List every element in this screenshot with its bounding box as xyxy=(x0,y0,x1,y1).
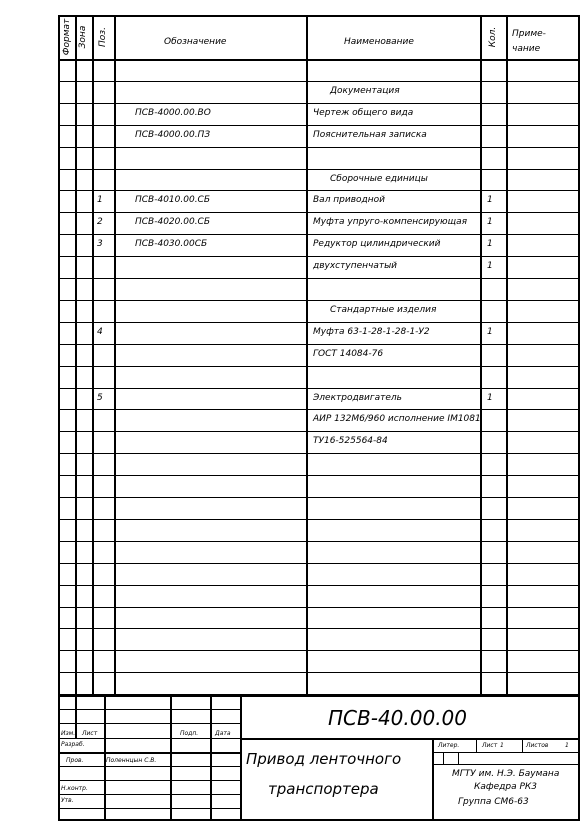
row-name: Вал приводной xyxy=(313,195,386,205)
header-name: Наименование xyxy=(344,37,414,47)
stamp-liter-line2 xyxy=(432,764,580,765)
stamp-nkontr-label: Н.контр. xyxy=(61,785,88,792)
stamp-col-podp xyxy=(210,695,212,821)
row-line xyxy=(58,519,580,520)
row-line xyxy=(58,628,580,629)
row-pos: 1 xyxy=(97,195,103,205)
row-name: двухступенчатый xyxy=(313,261,398,271)
header-pos: Поз. xyxy=(98,27,108,47)
row-line xyxy=(58,234,580,235)
stamp-data-label: Дата xyxy=(215,730,231,737)
row-pos: 2 xyxy=(97,217,103,227)
stamp-podp-label: Подп. xyxy=(180,730,199,737)
col-divider-qty xyxy=(506,15,508,695)
stamp-org-line1: МГТУ им. Н.Э. Баумана xyxy=(452,769,560,779)
row-line xyxy=(58,563,580,564)
row-name: Чертеж общего вида xyxy=(313,108,414,118)
header-format: Формат xyxy=(62,18,72,56)
stamp-col-izm xyxy=(75,695,77,738)
row-line xyxy=(58,366,580,367)
stamp-col-name xyxy=(170,695,172,821)
row-designation: ПСВ-4000.00.ВО xyxy=(135,108,211,118)
row-line xyxy=(58,125,580,126)
stamp-row-line xyxy=(58,794,240,795)
stamp-sheet-divider xyxy=(522,738,523,752)
row-name: Муфта упруго-компенсирующая xyxy=(313,217,467,227)
row-qty: 1 xyxy=(487,217,493,227)
row-line xyxy=(58,147,580,148)
row-line xyxy=(58,256,580,257)
header-note-line1: Приме- xyxy=(512,29,546,39)
row-line xyxy=(58,388,580,389)
row-line xyxy=(58,169,580,170)
row-name: Пояснительная записка xyxy=(313,130,427,140)
row-name: Муфта 63-1-28-1-28-1-У2 xyxy=(313,327,430,337)
stamp-row-line xyxy=(58,766,240,767)
stamp-divider-title xyxy=(432,738,434,821)
col-divider-name xyxy=(480,15,482,695)
stamp-izm-label: Изм. xyxy=(61,730,76,737)
row-line xyxy=(58,607,580,608)
stamp-sheets-label: Листов xyxy=(526,742,549,749)
row-name: Редуктор цилиндрический xyxy=(313,239,441,249)
row-designation: ПСВ-4020.00.СБ xyxy=(135,217,211,227)
col-divider-zone xyxy=(92,15,94,695)
row-designation: ПСВ-4000.00.ПЗ xyxy=(135,130,211,140)
row-name: АИР 132М6/960 исполнение IM1081 xyxy=(313,414,481,424)
row-line xyxy=(58,541,580,542)
row-pos: 4 xyxy=(97,327,103,337)
row-line xyxy=(58,278,580,279)
stamp-prov-name: Поленнцын С.В. xyxy=(106,757,157,764)
header-zone: Зона xyxy=(78,25,88,49)
row-pos: 5 xyxy=(97,393,103,403)
stamp-liter-cell1 xyxy=(443,752,444,764)
stamp-org-line3: Группа СМ6-63 xyxy=(458,797,529,807)
col-divider-designation xyxy=(306,15,308,695)
stamp-doc-number: ПСВ-40.00.00 xyxy=(328,706,468,730)
stamp-liter-label: Литер. xyxy=(438,742,460,749)
header-designation: Обозначение xyxy=(164,37,227,47)
col-divider-pos xyxy=(114,15,116,695)
stamp-top-line xyxy=(58,695,580,697)
stamp-divider-main xyxy=(240,695,242,821)
stamp-sheet-value: 1 xyxy=(500,742,504,749)
stamp-row-line xyxy=(58,808,240,809)
stamp-row-line xyxy=(58,780,240,781)
stamp-row-line xyxy=(58,738,240,739)
row-line xyxy=(58,497,580,498)
stamp-prov-label: Пров. xyxy=(66,757,84,764)
row-name: ТУ16-525564-84 xyxy=(313,436,388,446)
stamp-razrab-label: Разраб. xyxy=(61,741,85,748)
row-designation: ПСВ-4010.00.СБ xyxy=(135,195,211,205)
section-title: Стандартные изделия xyxy=(330,305,437,315)
row-line xyxy=(58,81,580,82)
stamp-liter-divider xyxy=(476,738,477,752)
row-name: Электродвигатель xyxy=(313,393,402,403)
section-title: Сборочные единицы xyxy=(330,174,428,184)
row-line xyxy=(58,475,580,476)
col-divider-format xyxy=(75,15,77,695)
stamp-title-line1: Привод ленточного xyxy=(246,750,402,768)
row-qty: 1 xyxy=(487,239,493,249)
row-line xyxy=(58,300,580,301)
stamp-liter-cell2 xyxy=(458,752,459,764)
row-line xyxy=(58,190,580,191)
row-line xyxy=(58,672,580,673)
row-line xyxy=(58,212,580,213)
row-qty: 1 xyxy=(487,195,493,205)
row-line xyxy=(58,103,580,104)
stamp-doc-line xyxy=(240,738,580,740)
stamp-utv-label: Утв. xyxy=(61,797,74,804)
stamp-row-line xyxy=(58,752,240,754)
row-pos: 3 xyxy=(97,239,103,249)
stamp-org-line2: Кафедра РК3 xyxy=(474,782,537,792)
row-line xyxy=(58,322,580,323)
row-line xyxy=(58,453,580,454)
row-name: ГОСТ 14084-76 xyxy=(313,349,384,359)
header-note-line2: чание xyxy=(512,44,541,54)
row-qty: 1 xyxy=(487,261,493,271)
row-qty: 1 xyxy=(487,393,493,403)
row-line xyxy=(58,431,580,432)
row-designation: ПСВ-4030.00СБ xyxy=(135,239,208,249)
row-line xyxy=(58,585,580,586)
header-bottom-line xyxy=(58,59,580,61)
row-qty: 1 xyxy=(487,327,493,337)
stamp-row-line xyxy=(58,709,240,710)
stamp-sheets-value: 1 xyxy=(565,742,569,749)
stamp-row-line xyxy=(58,723,240,724)
stamp-liter-line xyxy=(432,752,580,753)
stamp-list-label: Лист xyxy=(82,730,98,737)
stamp-sheet-label: Лист xyxy=(482,742,498,749)
row-line xyxy=(58,650,580,651)
header-qty: Кол. xyxy=(488,26,498,48)
row-line xyxy=(58,344,580,345)
section-title: Документация xyxy=(330,86,400,96)
row-line xyxy=(58,409,580,410)
stamp-title-line2: транспортера xyxy=(268,780,379,798)
